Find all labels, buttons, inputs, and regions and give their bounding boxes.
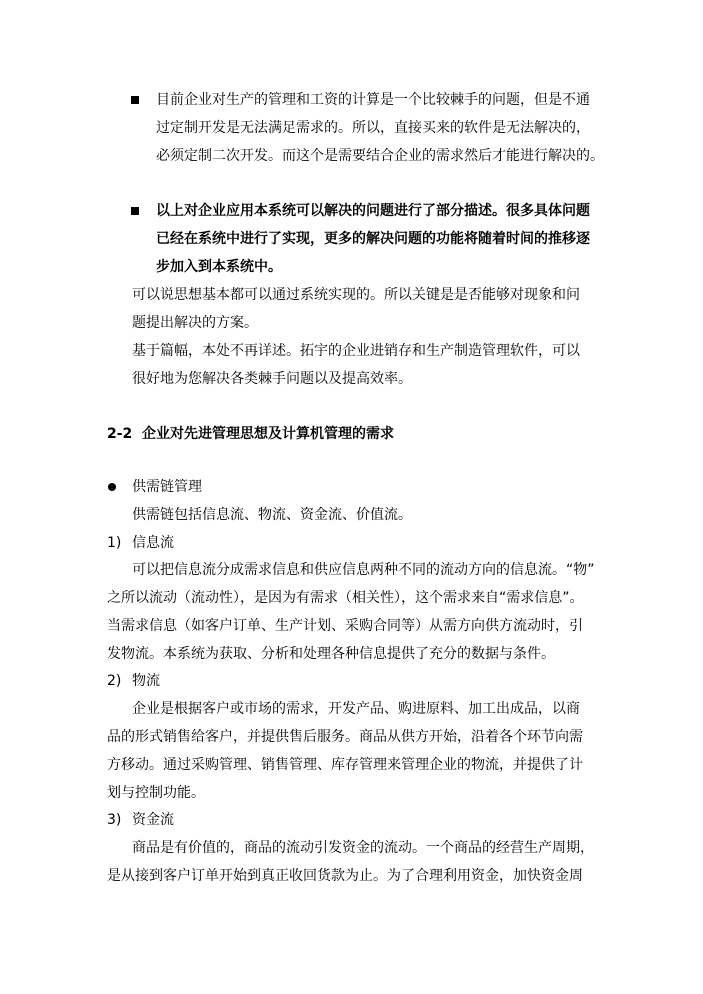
- item1-line-3: 当需求信息（如客户订单、生产计划、采购合同等）从需方向供方流动时，引: [107, 618, 583, 634]
- square-bullet-icon: [131, 207, 139, 215]
- item1-line-2: 之所以流动（流动性），是因为有需求（相关性），这个需求来自“需求信息”。: [107, 590, 584, 606]
- para1-line-1: 可以说思想基本都可以通过系统实现的。所以关键是是否能够对现象和问: [132, 287, 580, 303]
- item3-number: 3): [107, 812, 122, 828]
- round-bullet-icon: [108, 483, 116, 491]
- para2-line-1: 基于篇幅，本处不再详述。拓宇的企业进销存和生产制造管理软件，可以: [132, 343, 580, 359]
- item2-title: 物流: [132, 673, 160, 689]
- item1-line-1: 可以把信息流分成需求信息和供应信息两种不同的流动方向的信息流。“物”: [132, 562, 595, 578]
- item3-line-2: 是从接到客户订单开始到真正收回货款为止。为了合理利用资金，加快资金周: [107, 868, 583, 884]
- section-number: 2-2: [107, 426, 133, 442]
- item2-line-1: 企业是根据客户或市场的需求，开发产品、购进原料、加工出成品，以商: [132, 701, 580, 717]
- item1-title: 信息流: [132, 535, 174, 551]
- supply-heading: 供需链管理: [132, 479, 202, 495]
- supply-intro: 供需链包括信息流、物流、资金流、价值流。: [132, 507, 412, 523]
- item1-number: 1): [107, 535, 122, 551]
- para2-line-2: 很好地为您解决各类棘手问题以及提高效率。: [132, 371, 412, 387]
- bullet1-line-3: 必须定制二次开发。而这个是需要结合企业的需求然后才能进行解决的。: [156, 148, 604, 164]
- item3-title: 资金流: [132, 812, 174, 828]
- item2-line-2: 品的形式销售给客户，并提供售后服务。商品从供方开始，沿着各个环节向需: [107, 729, 583, 745]
- bullet2-line-3: 步加入到本系统中。: [156, 259, 282, 275]
- section-title: 企业对先进管理思想及计算机管理的需求: [142, 426, 394, 442]
- item2-number: 2): [107, 673, 122, 689]
- bullet1-line-2: 过定制开发是无法满足需求的。所以，直接买来的软件是无法解决的，: [156, 120, 590, 136]
- bullet1-line-1: 目前企业对生产的管理和工资的计算是一个比较棘手的问题，但是不通: [156, 92, 590, 108]
- item3-line-1: 商品是有价值的，商品的流动引发资金的流动。一个商品的经营生产周期，: [132, 840, 594, 856]
- bullet2-line-2: 已经在系统中进行了实现，更多的解决问题的功能将随着时间的推移逐: [156, 231, 590, 247]
- square-bullet-icon: [131, 96, 139, 104]
- item2-line-3: 方移动。通过采购管理、销售管理、库存管理来管理企业的物流，并提供了计: [107, 757, 583, 773]
- item2-line-4: 划与控制功能。: [107, 785, 205, 801]
- para1-line-2: 题提出解决的方案。: [132, 315, 258, 331]
- item1-line-4: 发物流。本系统为获取、分析和处理各种信息提供了充分的数据与条件。: [107, 646, 555, 662]
- bullet2-line-1: 以上对企业应用本系统可以解决的问题进行了部分描述。很多具体问题: [156, 203, 590, 219]
